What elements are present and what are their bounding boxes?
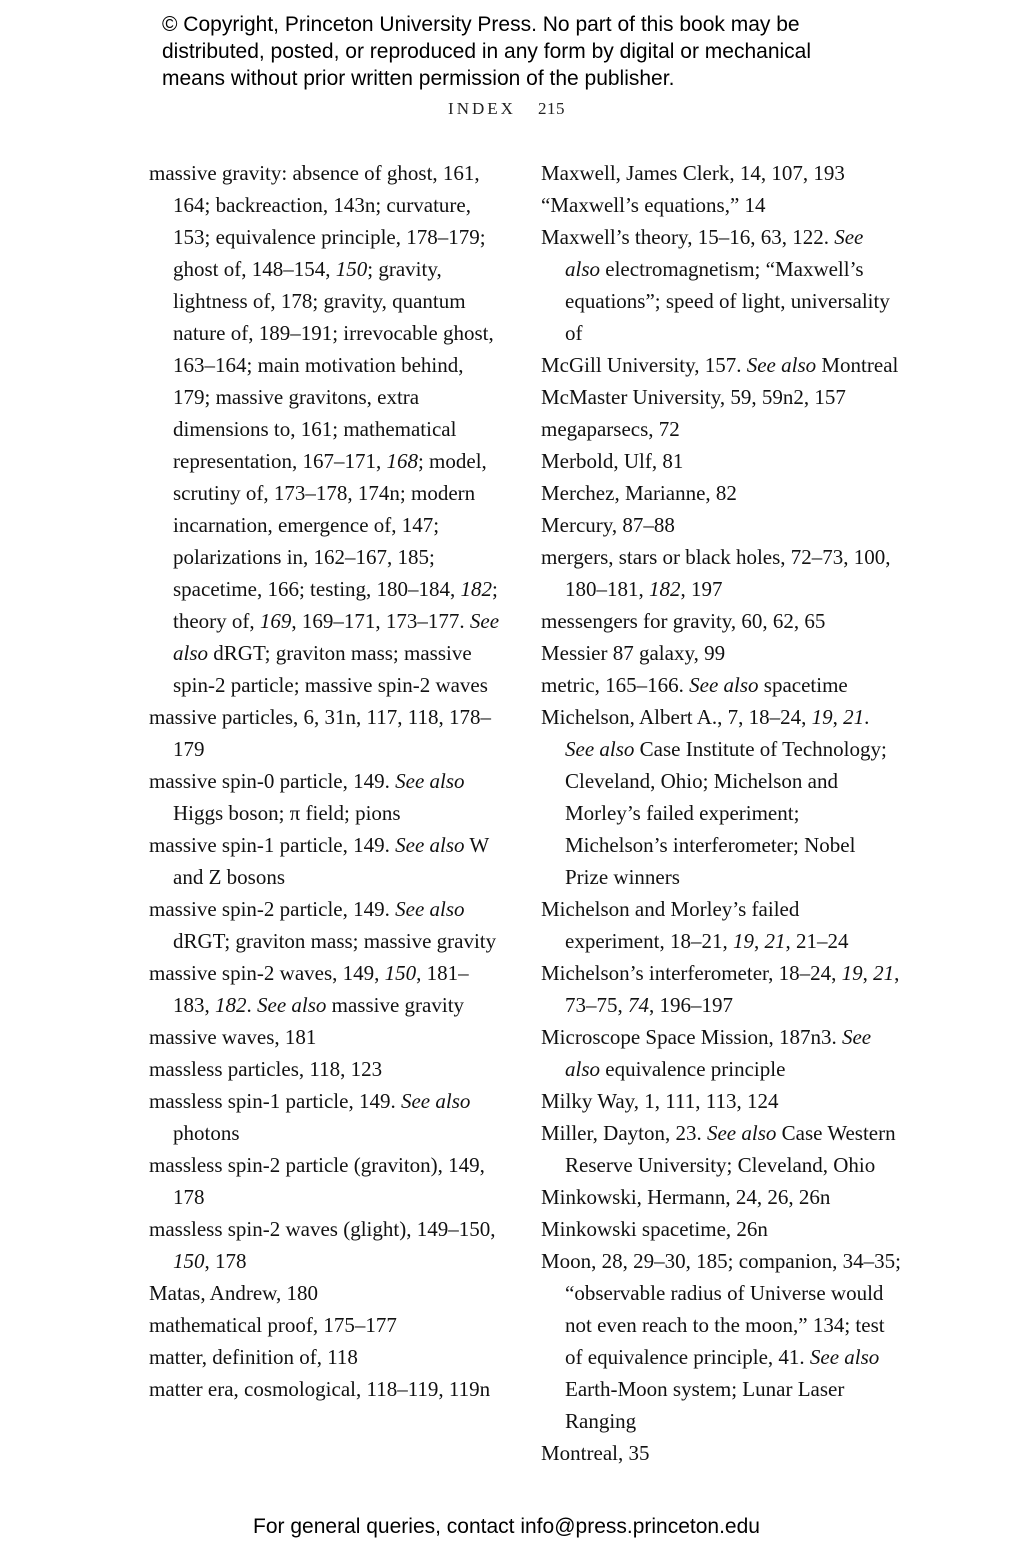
index-entry-italic-text: See also [746,353,817,377]
index-entry-text: Mercury, 87–88 [541,513,675,537]
index-entry [541,1245,903,1437]
index-entry-text: Case Western Reserve University; Cleveland, Ohio [565,1121,896,1177]
index-entry [541,637,903,669]
index-entry-text: massive spin-2 particle, 149. [149,897,396,921]
index-entry [149,1149,505,1213]
index-entry-text: mathematical proof, 175–177 [149,1313,397,1337]
copyright-line: means without prior written permission of the publisher. [162,67,675,90]
index-entry-italic-text: See also [689,673,759,697]
index-entry-text: Minkowski spacetime, 26n [541,1217,768,1241]
index-entry-text: massless spin-1 particle, 149. [149,1089,401,1113]
index-entry-text: ; gravity, lightness of, 178; gravity, quantum nature of, 189–191; irrevocable ghost, 163–164; main motivation behind, 179; massive gravitons, extra dimensions to, 161; mathematical representation, 167–171, [173,257,494,473]
index-entry [541,477,903,509]
index-entry-text: , 21–24 [785,929,849,953]
index-entry-text: Messier 87 galaxy, 99 [541,641,726,665]
index-entry-text: , 181–183, [173,961,469,1017]
index-entry [541,509,903,541]
index-entry-text: Maxwell, James Clerk, 14, 107, 193 [541,161,845,185]
index-entry [541,381,903,413]
footer-contact: For general queries, contact info@press.princeton.edu [253,1515,760,1538]
index-entry-text: ; model, scrutiny of, 173–178, 174n; modern incarnation, emergence of, 147; polarizations in, 162–167, 185; spacetime, 166; testing, 180–184, [173,449,487,601]
index-entry-italic-text: See also [395,769,465,793]
index-entry [541,445,903,477]
index-entry-italic-text: 169 [259,609,292,633]
index-entry [541,157,903,189]
index-entry-text: dRGT; graviton mass; massive spin-2 particle; massive spin-2 waves [173,641,488,697]
index-entry-text: megaparsecs, 72 [541,417,680,441]
index-entry [149,829,505,893]
index-entry [541,1117,903,1181]
index-entry [149,1277,505,1309]
index-entry-text: massless spin-2 particle (graviton), 149, 178 [149,1153,485,1209]
index-entry-text: messengers for gravity, 60, 62, 65 [541,609,826,633]
index-entry [149,1021,505,1053]
index-entry [149,1085,505,1149]
index-entry [541,605,903,637]
index-entry-italic-text: See also [173,609,500,665]
index-entry-text: Maxwell’s theory, 15–16, 63, 122. [541,225,835,249]
index-entry-text: equivalence principle [600,1057,786,1081]
index-entry-italic-text: 150 [173,1249,205,1273]
index-entry-text: McMaster University, 59, 59n2, 157 [541,385,846,409]
index-entry [149,701,505,765]
index-entry-italic-text: 182 [649,577,681,601]
index-entry-italic-text: See also [395,833,465,857]
index-entry-text: Montreal, 35 [541,1441,650,1465]
index-entry-text: Moon, 28, 29–30, 185; companion, 34–35; “observable radius of Universe would not even reach to the moon,” 134; test of equivalence principle, 41. [541,1249,901,1369]
index-entry-italic-text: 168 [386,449,418,473]
index-entry-text: . [864,705,870,729]
index-column-right [541,157,903,1469]
running-head [0,99,1013,119]
index-entry-text: massive spin-2 waves, 149, [149,961,385,985]
index-entry [541,541,903,605]
index-entry [149,1213,505,1277]
index-entry [149,1373,505,1405]
index-entry-italic-text: 19 [732,929,754,953]
index-entry-italic-text: 182 [215,993,247,1017]
index-entry [541,349,903,381]
index-entry-text: ; theory of, [173,577,498,633]
index-entry-text: , 196–197 [649,993,733,1017]
index-entry-text: massive waves, 181 [149,1025,317,1049]
index-entry-text: Minkowski, Hermann, 24, 26, 26n [541,1185,831,1209]
index-entry-text: spacetime [758,673,848,697]
index-entry-text: massive gravity [326,993,465,1017]
index-entry [541,413,903,445]
index-entry [149,157,505,701]
index-entry-text: matter, definition of, 118 [149,1345,358,1369]
index-entry [541,957,903,1021]
index-entry-text: massless particles, 118, 123 [149,1057,383,1081]
index-entry [149,893,505,957]
index-entry-text: , 73–75, [565,961,900,1017]
index-entry-text: , [832,705,844,729]
index-entry [149,957,505,1021]
index-entry-text: Miller, Dayton, 23. [541,1121,707,1145]
index-entry-italic-text: 150 [384,961,417,985]
index-entry-text: massive particles, 6, 31n, 117, 118, 178–179 [149,705,491,761]
index-entry-text: mergers, stars or black holes, 72–73, 100, 180–181, [541,545,891,601]
copyright-line: distributed, posted, or reproduced in any form by digital or mechanical [162,40,812,63]
index-entry [541,701,903,893]
index-entry-text: matter era, cosmological, 118–119, 119n [149,1377,491,1401]
index-entry [541,1021,903,1085]
copyright-line: © Copyright, Princeton University Press. No part of this book may be [162,13,800,36]
index-entry-text: . [246,993,257,1017]
index-entry-text: Matas, Andrew, 180 [149,1281,318,1305]
index-entry-text: Merbold, Ulf, 81 [541,449,684,473]
index-entry-text: massive spin-0 particle, 149. [149,769,396,793]
index-entry-text: , [862,961,874,985]
index-entry [149,765,505,829]
index-entry-italic-text: 74 [628,993,649,1017]
index-entry-text: , [753,929,765,953]
index-entry-text: W and Z bosons [173,833,489,889]
index-entry-text: Michelson’s interferometer, 18–24, [541,961,842,985]
copyright-notice [162,11,922,92]
index-entry [541,189,903,221]
index-entry-text: massless spin-2 waves (glight), 149–150, [149,1217,496,1241]
index-entry-text: Michelson and Morley’s failed experiment, 18–21, [541,897,800,953]
index-entry [541,669,903,701]
index-entry [541,1085,903,1117]
index-entry [149,1053,505,1085]
index-entry-text: massive spin-1 particle, 149. [149,833,396,857]
index-entry [541,893,903,957]
page-number: 215 [537,99,565,118]
index-entry [541,1213,903,1245]
index-entry [149,1309,505,1341]
index-entry-text: McGill University, 157. [541,353,747,377]
index-entry-italic-text: See also [257,993,327,1017]
index-entry-text: Milky Way, 1, 111, 113, 124 [541,1089,779,1113]
index-entry-text: Michelson, Albert A., 7, 18–24, [541,705,812,729]
running-head-label: INDEX [448,99,516,118]
index-entry-italic-text: See also [565,737,635,761]
index-entry-text: dRGT; graviton mass; massive gravity [173,929,497,953]
index-entry-text: Montreal [816,353,899,377]
index-entry-italic-text: 21 [873,961,895,985]
index-entry-italic-text: See also [809,1345,880,1369]
index-entry-text: metric, 165–166. [541,673,690,697]
index-entry-italic-text: 21 [843,705,865,729]
index-entry-text: electromagnetism; “Maxwell’s equations”; speed of light, universality of [565,257,890,345]
index-entry-text: Microscope Space Mission, 187n3. [541,1025,842,1049]
index-entry-text: Higgs boson; π field; pions [173,801,401,825]
index-entry-text: Case Institute of Technology; Cleveland, Ohio; Michelson and Morley’s failed experiment; Michelson’s interferometer; Nobel Prize winners [565,737,887,889]
index-entry-italic-text: See also [395,897,465,921]
index-entry-italic-text: See also [565,225,864,281]
index-entry-text: , 197 [680,577,723,601]
index-entry-text: photons [173,1121,240,1145]
index-entry-text: massive gravity: absence of ghost, 161, 164; backreaction, 143n; curvature, 153; equivalence principle, 178–179; ghost of, 148–154, [149,161,486,281]
index-entry-italic-text: 19 [841,961,863,985]
index-entry-italic-text: See also [400,1089,471,1113]
index-entry [541,1437,903,1469]
index-entry-italic-text: 21 [764,929,786,953]
index-entry-text: “Maxwell’s equations,” 14 [541,193,766,217]
index-entry [149,1341,505,1373]
index-entry [541,221,903,349]
index-entry-italic-text: See also [706,1121,777,1145]
index-column-left [149,157,505,1405]
index-entry-text: Merchez, Marianne, 82 [541,481,737,505]
index-entry-text: , 178 [204,1249,247,1273]
index-entry-italic-text: 150 [335,257,368,281]
index-entry-text: , 169–171, 173–177. [291,609,470,633]
index-entry-text: Earth-Moon system; Lunar Laser Ranging [565,1377,845,1433]
index-entry-italic-text: 19 [811,705,833,729]
index-entry [541,1181,903,1213]
index-entry-italic-text: 182 [460,577,493,601]
index-entry-italic-text: See also [565,1025,872,1081]
